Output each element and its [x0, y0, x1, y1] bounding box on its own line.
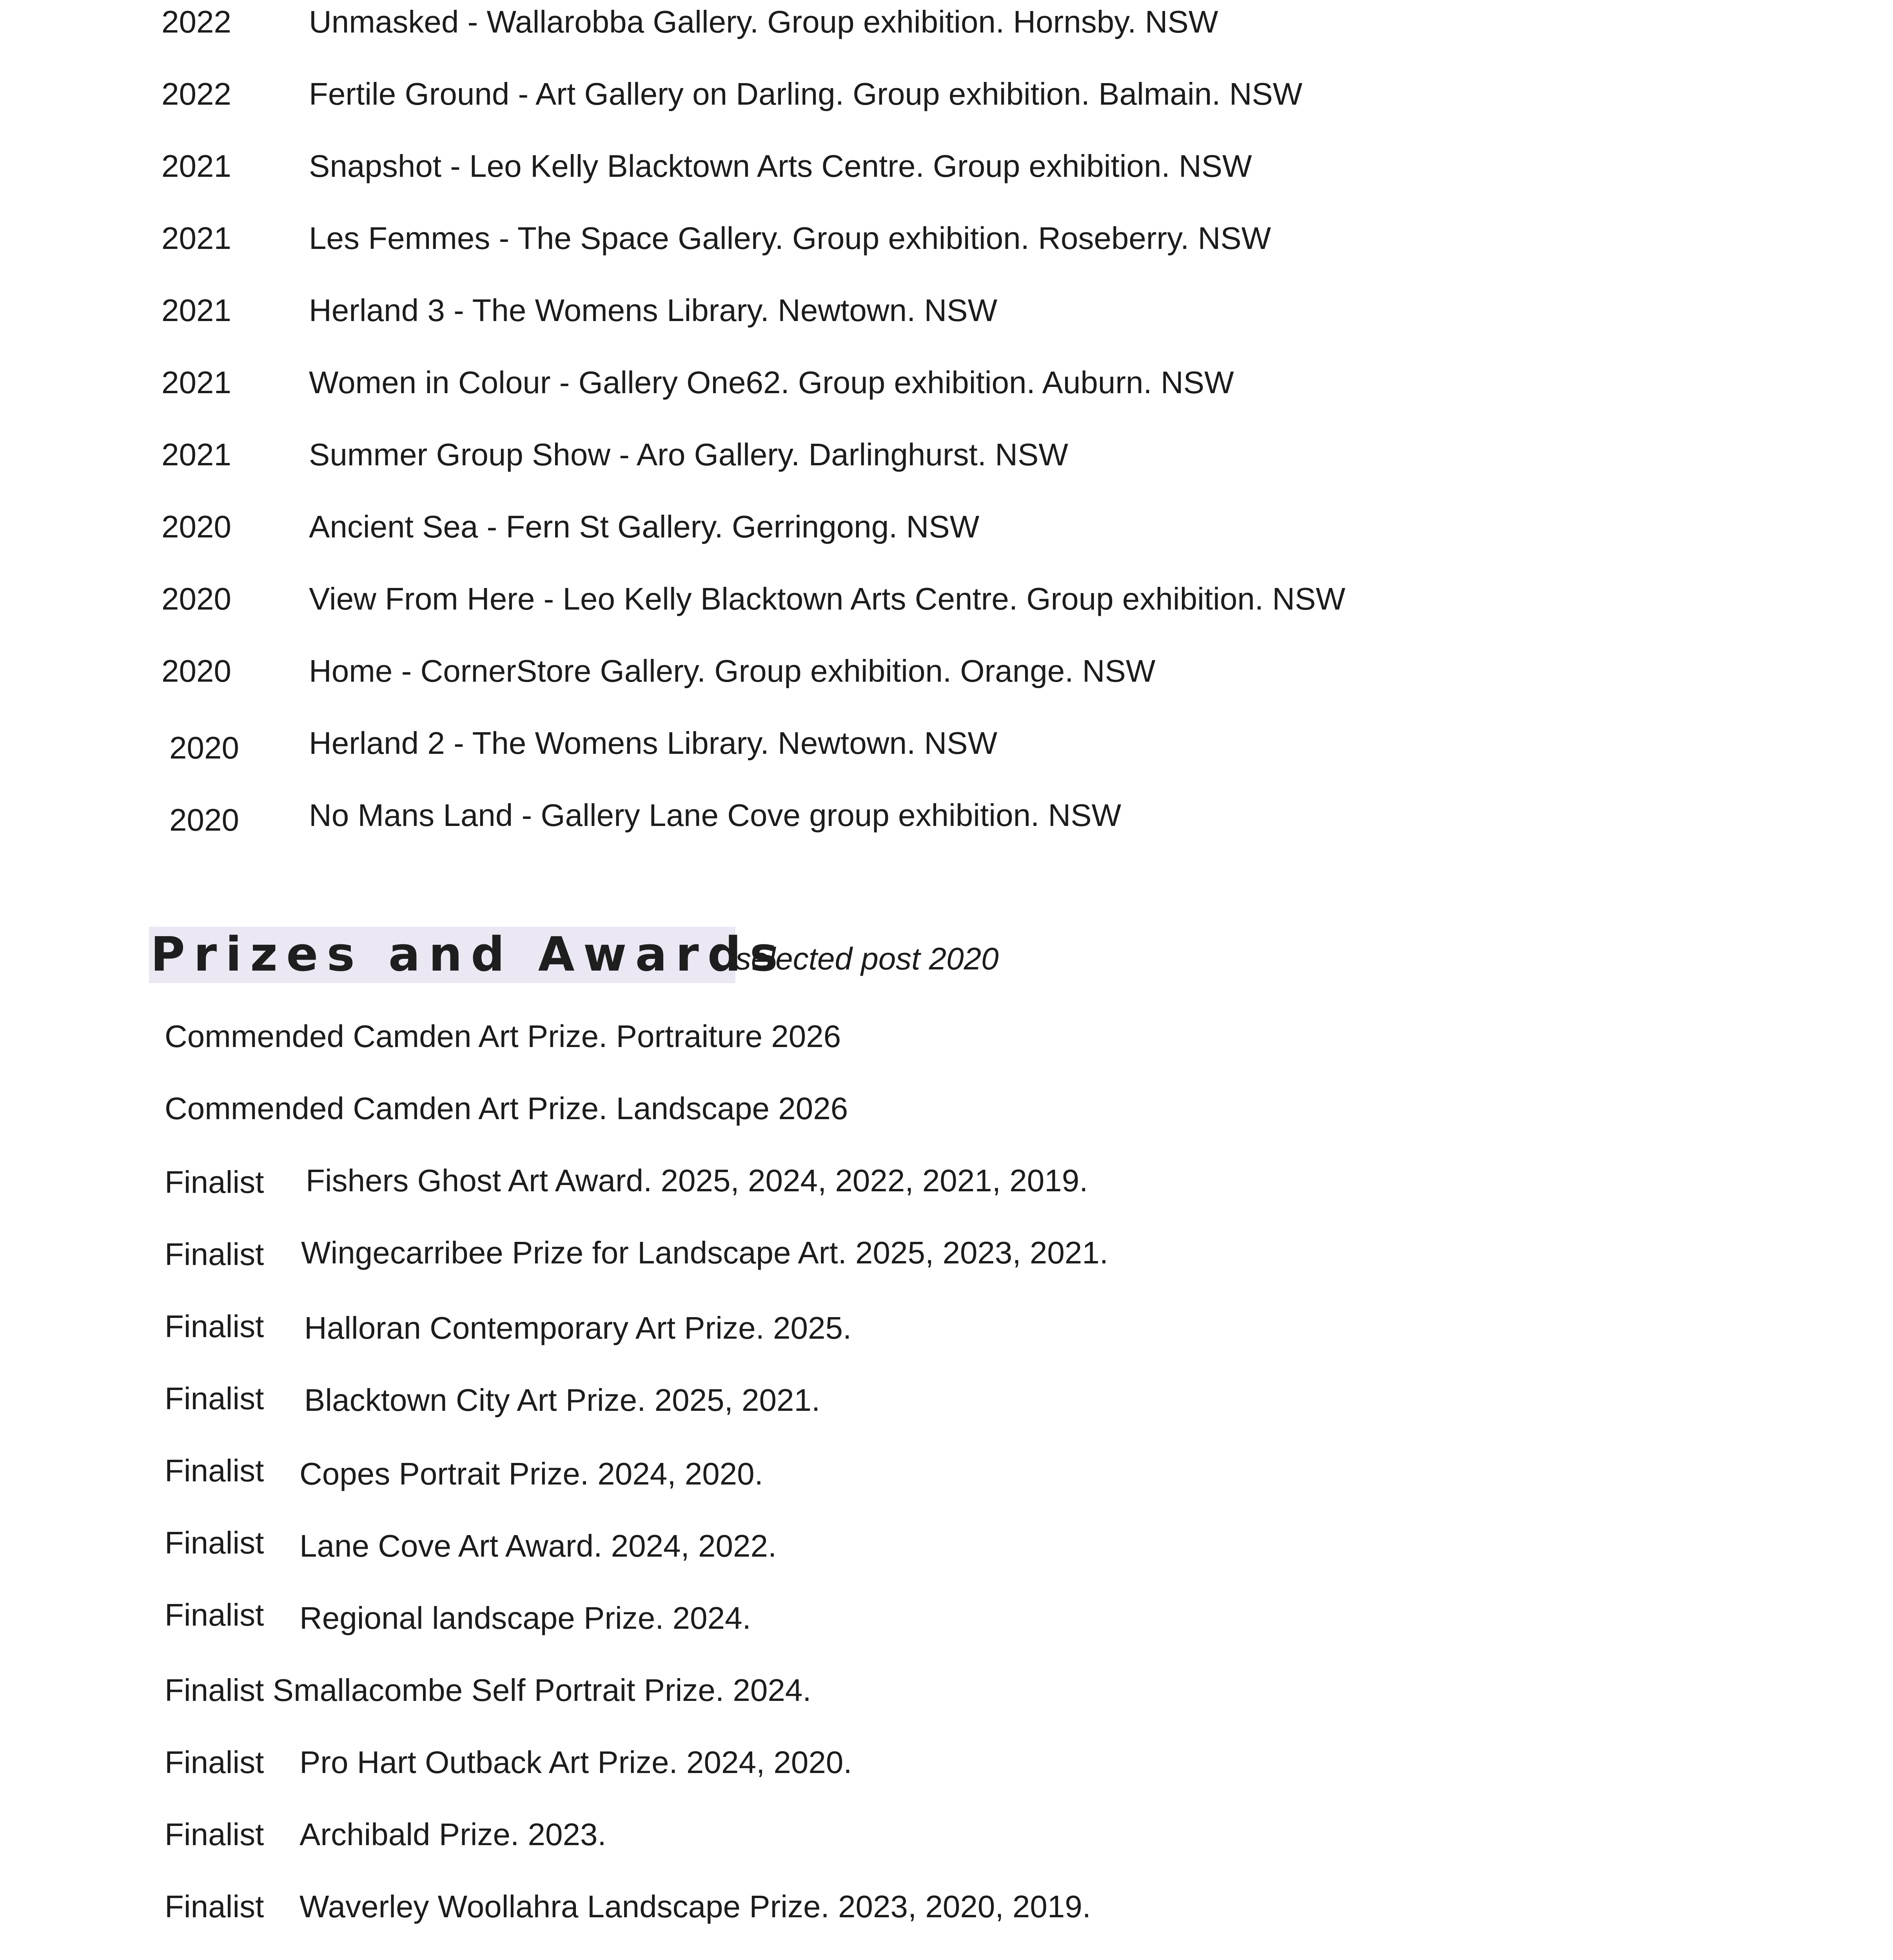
exhibition-entry: Snapshot - Leo Kelly Blacktown Arts Centre. Group exhibition. NSW	[309, 149, 1252, 183]
prize-entry: Lane Cove Art Award. 2024, 2022.	[299, 1528, 777, 1563]
prize-entry: Wingecarribee Prize for Landscape Art. 2025, 2023, 2021.	[301, 1235, 1109, 1270]
prize-entry: Waverley Woollahra Landscape Prize. 2023, 2020, 2019.	[299, 1889, 1091, 1924]
prize-entry: Pro Hart Outback Art Prize. 2024, 2020.	[299, 1745, 852, 1780]
exhibition-year: 2020	[162, 509, 231, 544]
exhibition-year: 2021	[162, 149, 231, 183]
exhibition-entry: Herland 3 - The Womens Library. Newtown. NSW	[309, 293, 998, 328]
section-heading: Prizes and Awards	[151, 927, 786, 982]
prize-entry: Copes Portrait Prize. 2024, 2020.	[299, 1456, 763, 1491]
exhibition-year: 2020	[169, 730, 239, 765]
exhibition-year: 2021	[162, 293, 231, 328]
exhibition-year: 2020	[162, 581, 231, 616]
prize-status: Finalist	[165, 1381, 264, 1416]
exhibition-entry: Summer Group Show - Aro Gallery. Darlinghurst. NSW	[309, 437, 1068, 472]
prize-status: Finalist	[165, 1817, 264, 1852]
prize-status: Finalist	[165, 1525, 264, 1560]
exhibition-entry: Ancient Sea - Fern St Gallery. Gerringong. NSW	[309, 509, 980, 544]
prize-status: Finalist	[165, 1745, 264, 1780]
prize-entry: Finalist Smallacombe Self Portrait Prize. 2024.	[165, 1673, 811, 1708]
prize-entry: Archibald Prize. 2023.	[299, 1817, 606, 1852]
exhibition-entry: Fertile Ground - Art Gallery on Darling. Group exhibition. Balmain. NSW	[309, 76, 1303, 111]
exhibition-entry: No Mans Land - Gallery Lane Cove group exhibition. NSW	[309, 798, 1122, 833]
exhibition-entry: Home - CornerStore Gallery. Group exhibition. Orange. NSW	[309, 653, 1156, 688]
prize-status: Finalist	[165, 1309, 264, 1344]
prize-entry: Commended Camden Art Prize. Portraiture 2026	[165, 1019, 841, 1054]
prize-status: Finalist	[165, 1453, 264, 1488]
exhibition-entry: Herland 2 - The Womens Library. Newtown. NSW	[309, 726, 998, 760]
exhibition-year: 2022	[162, 76, 231, 111]
exhibition-year: 2021	[162, 437, 231, 472]
exhibition-entry: Women in Colour - Gallery One62. Group exhibition. Auburn. NSW	[309, 365, 1234, 400]
prize-entry: Commended Camden Art Prize. Landscape 2026	[165, 1091, 848, 1126]
exhibition-entry: View From Here - Leo Kelly Blacktown Arts Centre. Group exhibition. NSW	[309, 581, 1345, 616]
prize-entry: Regional landscape Prize. 2024.	[299, 1601, 751, 1635]
exhibition-entry: Unmasked - Wallarobba Gallery. Group exhibition. Hornsby. NSW	[309, 4, 1218, 39]
exhibition-year: 2021	[162, 221, 231, 256]
exhibition-year: 2020	[162, 653, 231, 688]
prize-entry: Halloran Contemporary Art Prize. 2025.	[304, 1310, 852, 1345]
prize-status: Finalist	[165, 1165, 264, 1200]
exhibition-year: 2022	[162, 4, 231, 39]
exhibition-year: 2020	[169, 802, 239, 837]
exhibition-entry: Les Femmes - The Space Gallery. Group exhibition. Roseberry. NSW	[309, 221, 1271, 256]
section-subheading: selected post 2020	[735, 941, 999, 976]
prize-status: Finalist	[165, 1237, 264, 1272]
exhibition-year: 2021	[162, 365, 231, 400]
prize-entry: Blacktown City Art Prize. 2025, 2021.	[304, 1383, 820, 1417]
prize-entry: Fishers Ghost Art Award. 2025, 2024, 2022, 2021, 2019.	[306, 1163, 1088, 1198]
prize-status: Finalist	[165, 1889, 264, 1924]
prize-status: Finalist	[165, 1597, 264, 1632]
